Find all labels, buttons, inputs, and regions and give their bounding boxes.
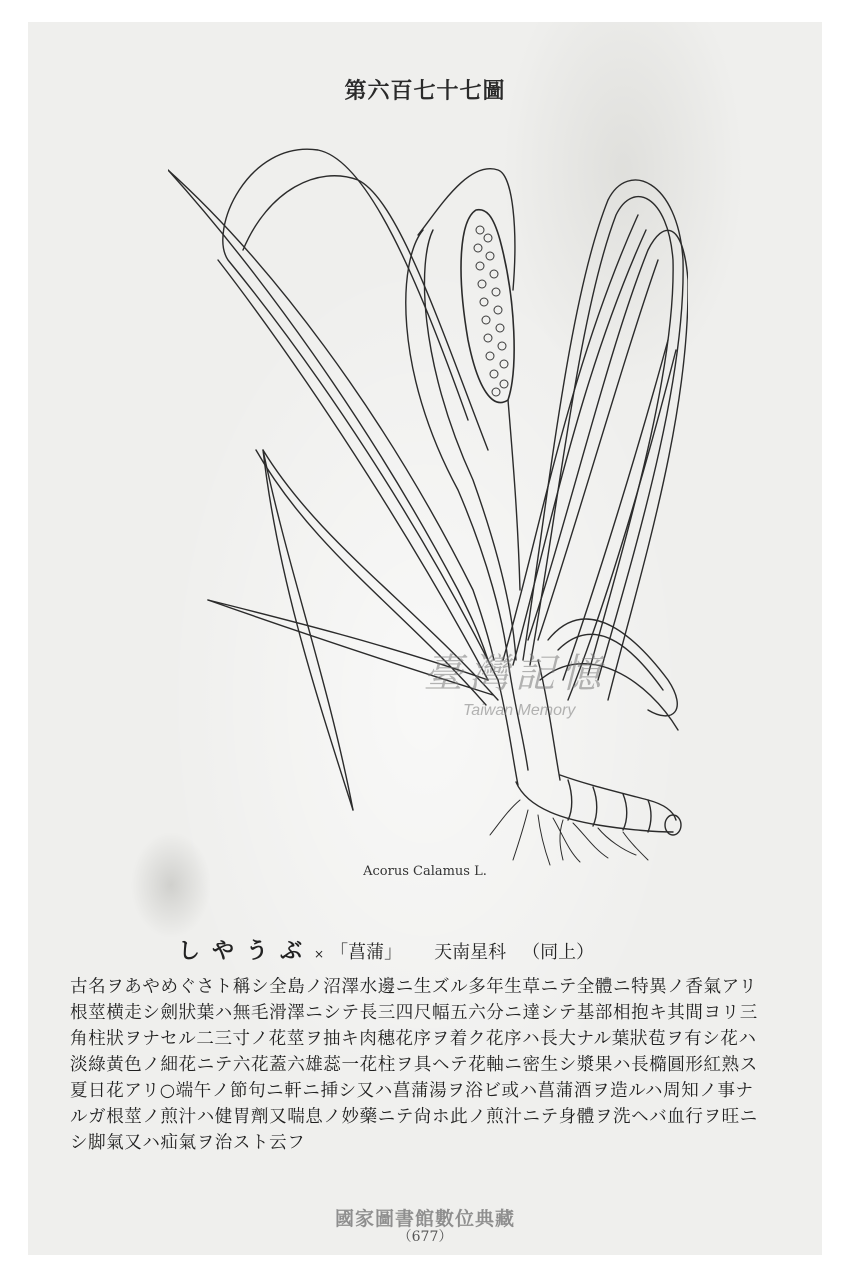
body-line: 淡綠黃色ノ細花ニテ六花蓋六雄蕊一花柱ヲ具ヘテ花軸ニ密生シ漿果ハ長橢圓形紅熟ス — [70, 1055, 758, 1075]
body-line: シ脚氣又ハ疝氣ヲ治スト云フ — [70, 1133, 306, 1153]
entry-note: （同上） — [522, 942, 595, 963]
entry-kana: しやうぶ — [178, 938, 315, 964]
acorus-plant-illustration — [168, 120, 688, 880]
entry-cross-mark: × — [314, 947, 325, 961]
library-watermark: 國家圖書館數位典藏 — [334, 1208, 515, 1230]
body-line: 古名ヲあやめぐさト稱シ全島ノ沼澤水邊ニ生ズル多年生草ニテ全體ニ特異ノ香氣アリ — [70, 977, 758, 997]
page-number: （677） — [397, 1229, 453, 1245]
taiwan-memory-watermark — [423, 642, 703, 732]
latin-name: Acorus Calamus L. — [363, 864, 487, 879]
book-page — [28, 22, 822, 1255]
figure-title: 第六百七十七圖 — [344, 78, 506, 104]
body-line: 根莖横走シ劍狀葉ハ無毛滑澤ニシテ長三四尺幅五六分ニ達シテ基部相抱キ其間ヨリ三 — [70, 1003, 758, 1023]
watermark-chinese: 臺灣記憶 — [423, 651, 607, 697]
entry-body — [70, 974, 810, 1156]
entry-kanji-name: 「菖蒲」 — [330, 942, 403, 963]
watermark-english: Taiwan Memory — [463, 702, 576, 719]
entry-family: 天南星科 — [434, 942, 507, 963]
body-line: 夏日花アリ○端午ノ節句ニ軒ニ挿シ又ハ菖蒲湯ヲ浴ビ或ハ菖蒲酒ヲ造ルハ周知ノ事ナ — [70, 1081, 754, 1101]
body-line: ルガ根莖ノ煎汁ハ健胃劑又喘息ノ妙藥ニテ尙ホ此ノ煎汁ニテ身體ヲ洗ヘバ血行ヲ旺ニ — [70, 1107, 758, 1127]
body-line: 角柱狀ヲナセル二三寸ノ花莖ヲ抽キ肉穗花序ヲ着ク花序ハ長大ナル葉狀苞ヲ有シ花ハ — [70, 1029, 757, 1049]
entry-heading — [178, 934, 778, 965]
